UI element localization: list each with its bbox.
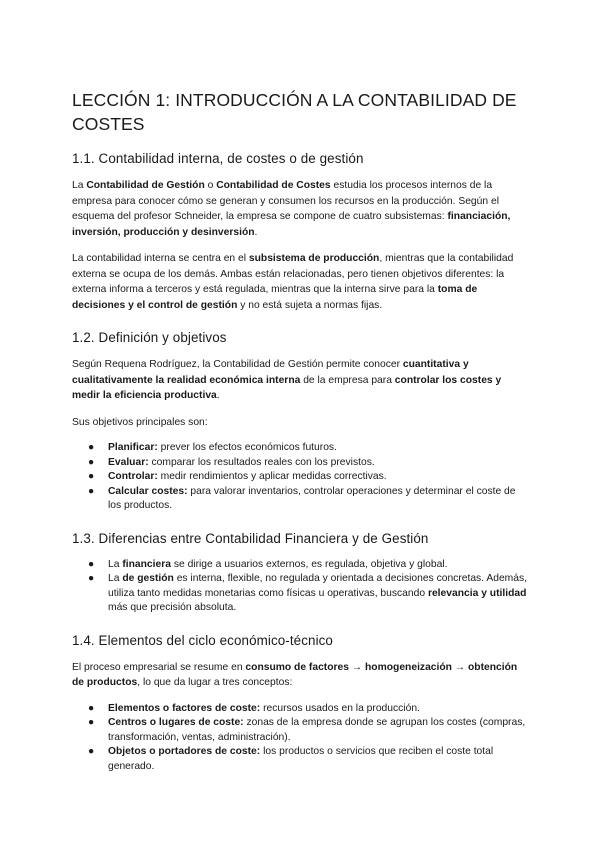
text-run: Según Requena Rodríguez, la Contabilidad de Gestión permite conocer [72, 359, 403, 370]
text-run: . [216, 390, 220, 401]
list-item [72, 572, 530, 616]
text-run: prever los efectos económicos futuros. [157, 442, 337, 453]
paragraph [72, 357, 530, 404]
bold-text: Contabilidad de Costes [216, 180, 331, 191]
text-run: . [254, 226, 258, 238]
text-run: para valorar inventarios, controlar operaciones y determinar el coste de los productos. [108, 485, 516, 511]
text-run: y no está sujeta a normas fijas. [237, 299, 383, 311]
text-run: La [108, 573, 123, 584]
list-item [72, 716, 530, 745]
page-title: LECCIÓN 1: INTRODUCCIÓN A LA CONTABILIDAD DE COSTES [72, 90, 517, 134]
bullet-icon: ● [88, 746, 95, 757]
bullet-icon: ● [88, 442, 95, 453]
section-heading-1-2: 1.2. Definición y objetivos [72, 330, 227, 345]
text-run: es interna, flexible, no regulada y orientada a decisiones concretas. Además, utiliza tanto medidas monetarias como físicas u operativas, buscando [108, 573, 527, 599]
bold-text: relevancia y utilidad [427, 587, 527, 599]
elements-list [72, 702, 530, 775]
objectives-list [72, 441, 530, 514]
text-run: El proceso empresarial se resume en [72, 661, 246, 673]
bullet-icon: ● [88, 717, 95, 728]
section-heading-1-3: 1.3. Diferencias entre Contabilidad Financiera y de Gestión [72, 530, 429, 546]
bold-text: Evaluar: [108, 456, 149, 468]
bold-text: cuantitativa y cualitativamente la realidad económica interna [72, 359, 469, 386]
paragraph: Sus objetivos principales son: [72, 416, 208, 428]
paragraph [72, 178, 530, 240]
list-item [72, 702, 530, 717]
text-run: medir rendimientos y aplicar medidas correctivas. [157, 471, 387, 482]
document-page [72, 88, 530, 785]
bold-text: controlar los costes y medir la eficiencia productiva [72, 374, 502, 401]
list-item [72, 745, 530, 774]
text-run: zonas de la empresa donde se agrupan los costes (compras, transformación, ventas, administración). [108, 717, 526, 743]
text-run: , lo que da lugar a tres conceptos: [137, 677, 293, 688]
list-item [72, 441, 530, 456]
bold-text: consumo de factores → homogeneización → obtención de productos [72, 661, 518, 688]
bullet-icon: ● [88, 558, 95, 570]
bold-text: Planificar: [108, 442, 158, 453]
bold-text: toma de decisiones y el control de gestión [72, 284, 478, 311]
text-run: se dirige a usuarios externos, es regulada, objetiva y global. [170, 558, 448, 570]
paragraph [72, 251, 530, 313]
bold-text: Objetos o portadores de coste: [108, 746, 261, 757]
differences-list [72, 558, 530, 616]
bold-text: Elementos o factores de coste: [108, 702, 261, 714]
text-run: La [72, 180, 87, 191]
bold-text: financiación, inversión, producción y desinversión [72, 211, 511, 238]
bold-text: Calcular costes: [108, 485, 188, 497]
text-run: La contabilidad interna se centra en el [72, 253, 249, 264]
text-run: , mientras que la contabilidad externa se ocupa de los demás. Ambas están relacionadas, pero tienen objetivos diferentes: la externa informa a terceros y está regulada, mientras que la interna sirve para la [72, 253, 514, 295]
text-run: estudia los procesos internos de la empresa para conocer cómo se generan y consumen los recursos en la producción. Según el esquema del profesor Schneider, la empresa se compone de cuatro subsistemas: [72, 180, 499, 222]
text-run: los productos o servicios que reciben el coste total generado. [108, 746, 494, 772]
section-heading-1-1: 1.1. Contabilidad interna, de costes o de gestión [72, 151, 364, 166]
bullet-icon: ● [88, 702, 95, 714]
bold-text: subsistema de producción [248, 253, 380, 264]
text-run: recursos usados en la producción. [260, 702, 420, 714]
list-item [72, 485, 530, 514]
paragraph [72, 660, 530, 691]
list-item [72, 456, 530, 471]
text-run: o [204, 180, 217, 191]
list-item [72, 558, 530, 573]
bullet-icon: ● [88, 456, 95, 468]
text-run: comparar los resultados reales con los previstos. [148, 456, 375, 468]
bold-text: Centros o lugares de coste: [108, 717, 244, 728]
bold-text: de gestión [122, 573, 174, 584]
text-run: más que precisión absoluta. [108, 602, 237, 613]
bullet-icon: ● [88, 485, 95, 497]
bold-text: Contabilidad de Gestión [86, 180, 205, 191]
bullet-icon: ● [88, 573, 95, 584]
text-run: La [108, 558, 123, 570]
bold-text: Controlar: [108, 471, 158, 482]
bullet-icon: ● [88, 471, 95, 482]
text-run: de la empresa para [300, 374, 395, 386]
list-item [72, 470, 530, 485]
section-heading-1-4: 1.4. Elementos del ciclo económico-técnico [72, 632, 333, 648]
bold-text: financiera [122, 558, 171, 570]
